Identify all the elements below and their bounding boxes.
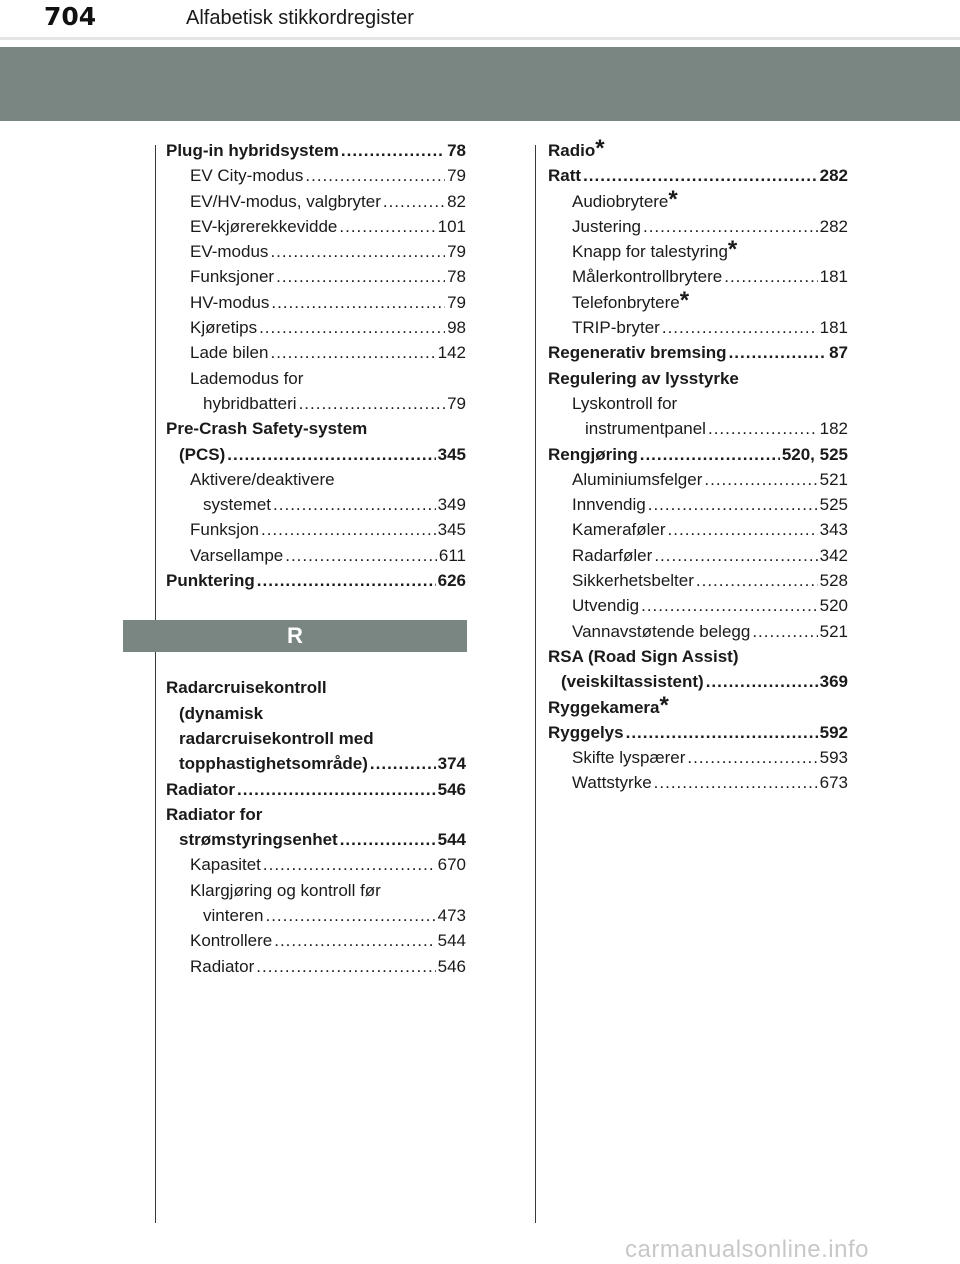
dot-leader (237, 777, 436, 802)
index-entry (190, 517, 466, 542)
dot-leader (305, 163, 445, 188)
index-entry (190, 214, 466, 239)
entry-page: 521 (819, 469, 848, 489)
index-entry (190, 543, 466, 568)
index-entry (203, 903, 466, 928)
index-entry (572, 568, 848, 593)
entry-term: TRIP-bryter (572, 318, 660, 338)
entry-term: Regulering av lysstyrke (548, 368, 739, 388)
dot-leader (724, 264, 817, 289)
index-entry: Telefonbrytere * (572, 286, 690, 314)
dot-leader (261, 517, 436, 542)
entry-term: HV-modus (190, 292, 270, 312)
index-entry (572, 315, 848, 340)
entry-page: 82 (447, 191, 466, 211)
dot-leader (227, 442, 435, 467)
index-entry (548, 163, 848, 188)
dot-leader (299, 391, 446, 416)
index-entry (572, 467, 848, 492)
entry-page: 282 (819, 216, 848, 236)
page-header (0, 0, 960, 36)
entry-page: 79 (447, 242, 466, 262)
dot-leader (340, 827, 436, 852)
entry-term: radarcruisekontroll med (179, 728, 374, 748)
entry-term: Aktivere/deaktivere (190, 469, 335, 489)
dot-leader (687, 745, 817, 770)
entry-page: 282 (819, 166, 848, 186)
dot-leader (276, 264, 445, 289)
dot-leader (583, 163, 818, 188)
dot-leader (341, 138, 445, 163)
index-entry (190, 878, 466, 903)
index-entry (572, 543, 848, 568)
dot-leader (662, 315, 818, 340)
dot-leader (640, 442, 780, 467)
dot-leader (271, 290, 445, 315)
entry-term: EV/HV-modus, valgbryter (190, 191, 381, 211)
entry-term: Innvendig (572, 495, 646, 515)
index-entry (179, 751, 466, 776)
entry-term: Wattstyrke (572, 773, 652, 793)
entry-term: EV-kjørerekkevidde (190, 216, 338, 236)
entry-term: Knapp for talestyring (572, 242, 728, 262)
entry-term: Rengjøring (548, 444, 638, 464)
index-entry (166, 416, 466, 441)
index-entry (572, 770, 848, 795)
index-column-right (548, 135, 848, 796)
index-entry (572, 492, 848, 517)
index-entry (572, 745, 848, 770)
index-entry (179, 726, 466, 751)
dot-leader (706, 669, 818, 694)
letter-heading: R (123, 620, 467, 652)
entry-term: Regenerativ bremsing (548, 343, 727, 363)
entry-term: Ratt (548, 166, 582, 186)
entry-term: (dynamisk (179, 703, 264, 723)
entry-page: 626 (437, 571, 466, 591)
index-entry (166, 802, 466, 827)
entry-term: Radiator for (166, 804, 263, 824)
index-entry: Audiobrytere * (572, 185, 678, 213)
entry-term: Funksjoner (190, 267, 275, 287)
entry-term: RSA (Road Sign Assist) (548, 646, 739, 666)
index-list-r-continued (548, 135, 848, 796)
dot-leader (263, 852, 436, 877)
index-entry (179, 701, 466, 726)
entry-term: Lyskontroll for (572, 393, 678, 413)
index-entry (572, 391, 848, 416)
entry-term: Audiobrytere (572, 191, 669, 211)
entry-page: 142 (437, 343, 466, 363)
index-entry (166, 568, 466, 593)
entry-term: instrumentpanel (585, 419, 706, 439)
header-rule (0, 37, 960, 40)
entry-page: 345 (437, 520, 466, 540)
entry-term: Radiator (166, 779, 235, 799)
entry-page: 521 (819, 621, 848, 641)
entry-page: 546 (437, 956, 466, 976)
entry-term: Lademodus for (190, 368, 304, 388)
entry-term: Aluminiumsfelger (572, 469, 703, 489)
index-entry: Radio * (548, 135, 605, 162)
dot-leader (285, 543, 437, 568)
right-column-rule (535, 145, 536, 1223)
entry-page: 473 (437, 906, 466, 926)
dot-leader (265, 903, 435, 928)
entry-page: 673 (819, 773, 848, 793)
entry-term: Radarføler (572, 545, 653, 565)
dot-leader (339, 214, 435, 239)
entry-page: 544 (437, 830, 466, 850)
entry-term: Målerkontrollbrytere (572, 267, 723, 287)
entry-term: Funksjon (190, 520, 259, 540)
index-entry (203, 492, 466, 517)
index-entry (190, 467, 466, 492)
index-entry (166, 777, 466, 802)
entry-page: 345 (437, 444, 466, 464)
entry-page: 520, 525 (781, 444, 848, 464)
index-entry (203, 391, 466, 416)
entry-term: Kontrollere (190, 931, 273, 951)
dot-leader (641, 593, 818, 618)
entry-page: 78 (447, 141, 466, 160)
watermark: carmanualsonline.info (625, 1236, 869, 1263)
index-entry (166, 138, 466, 163)
index-entry (190, 954, 466, 979)
dot-leader (256, 954, 435, 979)
index-entry (548, 442, 848, 467)
entry-page: 520 (819, 596, 848, 616)
entry-page: 101 (437, 216, 466, 236)
dot-leader (696, 568, 818, 593)
entry-page: 342 (819, 545, 848, 565)
index-entry (572, 517, 848, 542)
left-column-rule (155, 145, 156, 1223)
entry-term: EV-modus (190, 242, 269, 262)
entry-page: 87 (829, 343, 848, 363)
index-entry (190, 264, 466, 289)
dot-leader (654, 770, 818, 795)
entry-page: 181 (819, 318, 848, 338)
dot-leader (704, 467, 817, 492)
index-entry (166, 675, 466, 700)
index-entry (548, 340, 848, 365)
dot-leader (626, 720, 818, 745)
entry-page: 670 (437, 855, 466, 875)
index-entry (179, 442, 466, 467)
entry-term: hybridbatteri (203, 393, 297, 413)
dot-leader (259, 315, 445, 340)
entry-page: 79 (447, 393, 466, 413)
entry-page: 593 (819, 748, 848, 768)
dot-leader (274, 928, 435, 953)
dot-leader (729, 340, 828, 365)
entry-term: Kjøretips (190, 318, 258, 338)
dot-leader (270, 340, 435, 365)
entry-term: Punktering (166, 571, 255, 591)
index-entry (190, 239, 466, 264)
entry-page: 98 (447, 318, 466, 338)
entry-term: EV City-modus (190, 166, 304, 186)
entry-term: (PCS) (179, 444, 226, 464)
entry-page: 592 (819, 722, 848, 742)
entry-term: vinteren (203, 906, 264, 926)
entry-term: Varsellampe (190, 545, 284, 565)
index-entry (572, 619, 848, 644)
entry-page: 611 (438, 545, 466, 565)
entry-page: 78 (447, 267, 466, 287)
entry-term: Kameraføler (572, 520, 666, 540)
entry-page: 79 (447, 292, 466, 312)
entry-term: Skifte lyspærer (572, 748, 686, 768)
entry-term: Klargjøring og kontroll før (190, 880, 381, 900)
dot-leader (708, 416, 818, 441)
entry-page: 349 (437, 495, 466, 515)
dot-leader (648, 492, 818, 517)
entry-page: 343 (819, 520, 848, 540)
index-entry (190, 290, 466, 315)
dot-leader (257, 568, 436, 593)
index-entry (572, 264, 848, 289)
index-entry (190, 340, 466, 365)
index-entry: Knapp for talestyring * (572, 236, 738, 264)
entry-term: Utvendig (572, 596, 640, 616)
index-column-left (166, 138, 466, 979)
index-entry (190, 366, 466, 391)
entry-term: Radiator (190, 956, 255, 976)
entry-term: systemet (203, 495, 272, 515)
index-entry (548, 366, 848, 391)
page-number: 704 (44, 2, 97, 31)
entry-term: Ryggelys (548, 722, 624, 742)
index-entry (585, 416, 848, 441)
dot-leader (752, 619, 817, 644)
entry-term: Pre-Crash Safety-system (166, 419, 368, 439)
entry-term: Sikkerhetsbelter (572, 571, 694, 591)
entry-term: Kapasitet (190, 855, 261, 875)
dot-leader (668, 517, 818, 542)
entry-page: 546 (437, 779, 466, 799)
index-entry (190, 163, 466, 188)
dot-leader (370, 751, 436, 776)
index-entry (572, 593, 848, 618)
index-entry: Ryggekamera * (548, 691, 669, 719)
entry-page: 182 (819, 419, 848, 439)
index-list-p (166, 138, 466, 593)
entry-term: Radio (548, 141, 596, 160)
entry-term: Vannavstøtende belegg (572, 621, 751, 641)
entry-term: topphastighetsområde) (179, 754, 368, 774)
index-entry (190, 315, 466, 340)
index-entry (179, 827, 466, 852)
entry-page: 544 (437, 931, 466, 951)
index-entry (548, 644, 848, 669)
dot-leader (273, 492, 436, 517)
header-banner (0, 47, 960, 121)
entry-term: strømstyringsenhet (179, 830, 338, 850)
entry-term: Plug-in hybridsystem (166, 141, 339, 160)
entry-page: 374 (437, 754, 466, 774)
entry-term: Ryggekamera (548, 697, 660, 717)
entry-term: (veiskiltassistent) (561, 672, 704, 692)
index-entry (561, 669, 848, 694)
entry-page: 369 (819, 672, 848, 692)
index-list-r (166, 675, 466, 979)
dot-leader (654, 543, 817, 568)
entry-page: 525 (819, 495, 848, 515)
entry-page: 79 (447, 166, 466, 186)
entry-term: Radarcruisekontroll (166, 678, 327, 698)
dot-leader (383, 189, 445, 214)
entry-term: Lade bilen (190, 343, 269, 363)
index-entry (190, 928, 466, 953)
dot-leader (270, 239, 445, 264)
index-entry (572, 214, 848, 239)
index-entry (548, 720, 848, 745)
entry-page: 528 (819, 571, 848, 591)
entry-term: Telefonbrytere (572, 292, 680, 312)
entry-page: 181 (819, 267, 848, 287)
section-title: Alfabetisk stikkordregister (186, 7, 414, 29)
index-entry (190, 852, 466, 877)
entry-term: Justering (572, 216, 641, 236)
index-entry (190, 189, 466, 214)
